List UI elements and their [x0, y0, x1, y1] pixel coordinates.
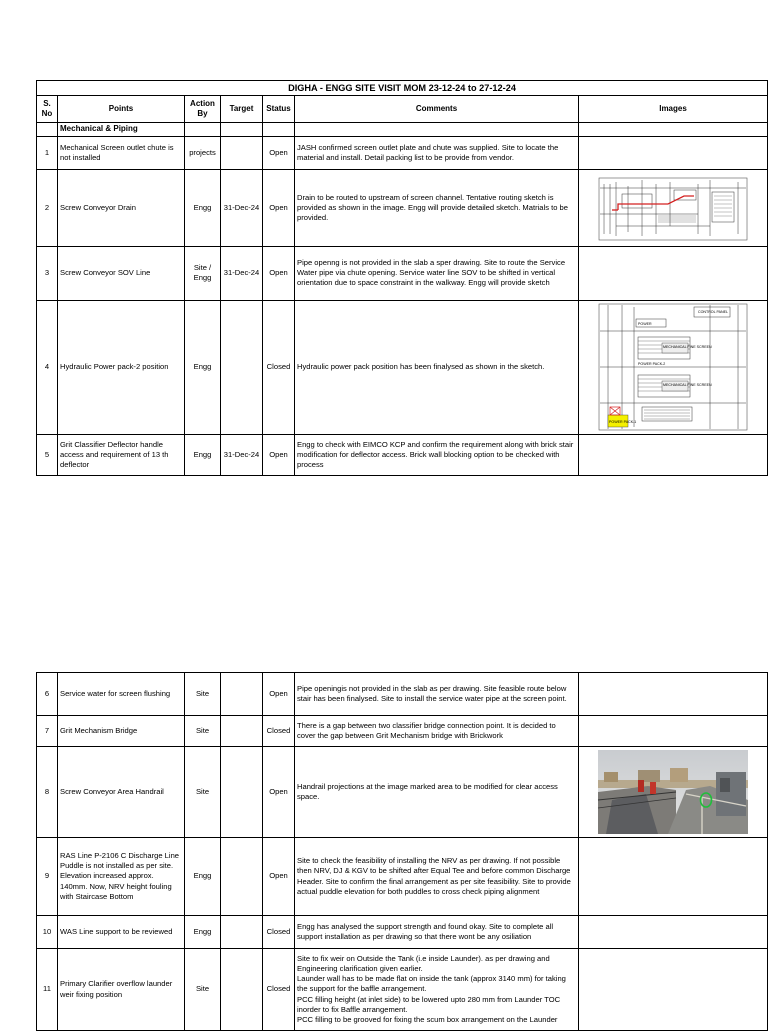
header-status: Status	[263, 96, 295, 123]
row-target: 31-Dec-24	[221, 169, 263, 246]
row-action: Engg	[185, 169, 221, 246]
row-target	[221, 716, 263, 747]
row-sno: 1	[37, 136, 58, 169]
row-action: Site	[185, 716, 221, 747]
table-row	[37, 246, 768, 300]
row-sno: 6	[37, 673, 58, 716]
row-target	[221, 747, 263, 838]
header-images: Images	[579, 96, 768, 123]
row-action: Site	[185, 673, 221, 716]
row-point: Hydraulic Power pack-2 position	[58, 300, 185, 434]
row-action: Site	[185, 747, 221, 838]
row-sno: 11	[37, 949, 58, 1031]
row-point: Grit Classifier Deflector handle access and requirement of 13 th deflector	[58, 434, 185, 475]
row-sno: 8	[37, 747, 58, 838]
row-action: Engg	[185, 300, 221, 434]
table-row	[37, 169, 768, 246]
row-action: Engg	[185, 434, 221, 475]
section-label: Mechanical & Piping	[58, 123, 185, 137]
row-point: Mechanical Screen outlet chute is not installed	[58, 136, 185, 169]
row-status: Closed	[263, 916, 295, 949]
row-point: Screw Conveyor Drain	[58, 169, 185, 246]
row-status: Open	[263, 434, 295, 475]
row-action: Engg	[185, 916, 221, 949]
header-sno: S. No	[37, 96, 58, 123]
row-status: Open	[263, 246, 295, 300]
drawing-label: POWER PACK-2	[638, 362, 666, 367]
row-sno: 4	[37, 300, 58, 434]
comment-line: Launder wall has to be made flat on inside the tank (approx 3140 mm) for taking the support for the baffle arrangement.	[297, 974, 566, 994]
row-target	[221, 673, 263, 716]
mom-table-page-2	[36, 672, 768, 1031]
row-comment: Pipe openingis not provided in the slab as per drawing. Site feasible route below stair has been finalysed. Site to install the service water pipe at the screen point.	[295, 673, 579, 716]
header-points: Points	[58, 96, 185, 123]
row-status: Open	[263, 838, 295, 916]
table-row	[37, 300, 768, 434]
row-status: Closed	[263, 949, 295, 1031]
row-target	[221, 136, 263, 169]
table-row	[37, 916, 768, 949]
row-status: Closed	[263, 300, 295, 434]
row-status: Open	[263, 136, 295, 169]
table-row	[37, 747, 768, 838]
image-cell	[579, 300, 768, 434]
row-point: Service water for screen flushing	[58, 673, 185, 716]
row-point: Primary Clarifier overflow launder weir fixing position	[58, 949, 185, 1031]
drawing-label: MECHANICAL FINE SCREEN	[663, 383, 712, 388]
image-cell	[579, 169, 768, 246]
header-action-by: Action By	[185, 96, 221, 123]
header-target: Target	[221, 96, 263, 123]
row-target: 31-Dec-24	[221, 246, 263, 300]
drawing-label: POWER	[638, 322, 652, 327]
row-target	[221, 916, 263, 949]
header-comments: Comments	[295, 96, 579, 123]
drawing-label: CONTROL PANEL	[698, 310, 728, 315]
site-photo-handrail	[581, 750, 765, 834]
row-sno: 5	[37, 434, 58, 475]
header-row	[37, 96, 768, 123]
row-point: Screw Conveyor Area Handrail	[58, 747, 185, 838]
row-comment: Site to check the feasibility of installing the NRV as per drawing. If not possible then NRV, DJ & KGV to be shifted after Equal Tee and before common Discharge Header. Site to confirm the final arrangement as per site feasibility. Site to provide actual puddle elevation for both puddles to cross check piping alignment	[295, 838, 579, 916]
table-row	[37, 949, 768, 1031]
row-point: Grit Mechanism Bridge	[58, 716, 185, 747]
row-status: Closed	[263, 716, 295, 747]
table-row	[37, 838, 768, 916]
row-sno: 2	[37, 169, 58, 246]
mom-table-page-1	[36, 80, 768, 476]
row-comment: Drain to be routed to upstream of screen channel. Tentative routing sketch is provided as shown in the image. Engg will provide detailed sketch. Matrials to be provided.	[295, 169, 579, 246]
page-title: DIGHA - ENGG SITE VISIT MOM 23-12-24 to 27-12-24	[37, 81, 768, 96]
row-sno: 9	[37, 838, 58, 916]
row-status: Open	[263, 169, 295, 246]
row-target	[221, 300, 263, 434]
row-comment: Engg has analysed the support strength and found okay. Site to complete all support installation as per drawing so that there wont be any osiliation	[295, 916, 579, 949]
comment-line: PCC filling height (at inlet side) to be lowered upto 280 mm from Launder TOC inorder to fix Baffle arrangement.	[297, 994, 561, 1014]
row-target	[221, 949, 263, 1031]
row-target: 31-Dec-24	[221, 434, 263, 475]
table-row	[37, 434, 768, 475]
row-action: Engg	[185, 838, 221, 916]
row-comment: There is a gap between two classifier bridge connection point. It is decided to cover the gap between Grit Mechanism bridge with Brickwork	[295, 716, 579, 747]
drawing-label: MECHANICAL FINE SCREEN	[663, 345, 712, 350]
row-comment: Engg to check with EIMCO KCP and confirm the requirement along with brick stair modification for deflector access. Brick wall blocking option to be checked with process	[295, 434, 579, 475]
row-comment: Pipe openng is not provided in the slab a sper drawing. Site to route the Service Water pipe via chute opening. Service water line SOV to be shifted in vertical orientation due to space constraint in the walkway. Engg will provide sketch	[295, 246, 579, 300]
section-row	[37, 123, 768, 137]
row-comment: Handrail projections at the image marked area to be modified for clear access space.	[295, 747, 579, 838]
row-point: WAS Line support to be reviewed	[58, 916, 185, 949]
table-row	[37, 673, 768, 716]
comment-line: PCC filling to be grooved for fixing the scum box arrangement on the Launder	[297, 1014, 558, 1024]
row-status: Open	[263, 673, 295, 716]
row-target	[221, 838, 263, 916]
row-comment	[295, 949, 579, 1031]
sketch-power-pack-layout	[581, 303, 765, 431]
row-sno: 3	[37, 246, 58, 300]
row-sno: 10	[37, 916, 58, 949]
drawing-label: POWER PACK-1	[609, 420, 637, 425]
row-sno: 7	[37, 716, 58, 747]
row-action: Site	[185, 949, 221, 1031]
row-point: RAS Line P-2106 C Discharge Line Puddle is not installed as per site. Elevation increased approx. 140mm. Now, NRV height fouling with Staircase Bottom	[58, 838, 185, 916]
table-row	[37, 716, 768, 747]
table-row	[37, 136, 768, 169]
row-comment: JASH confirmed screen outlet plate and chute was supplied. Site to locate the material and install. Detail packing list to be provide from vendor.	[295, 136, 579, 169]
row-comment: Hydraulic power pack position has been finalysed as shown in the sketch.	[295, 300, 579, 434]
row-action: projects	[185, 136, 221, 169]
sketch-drain-route	[581, 174, 765, 242]
comment-line: Site to fix weir on Outside the Tank (i.e inside Launder). as per drawing and Engineering clarification given earlier.	[297, 954, 550, 974]
row-status: Open	[263, 747, 295, 838]
row-point: Screw Conveyor SOV Line	[58, 246, 185, 300]
row-action: Site / Engg	[185, 246, 221, 300]
image-cell	[579, 747, 768, 838]
